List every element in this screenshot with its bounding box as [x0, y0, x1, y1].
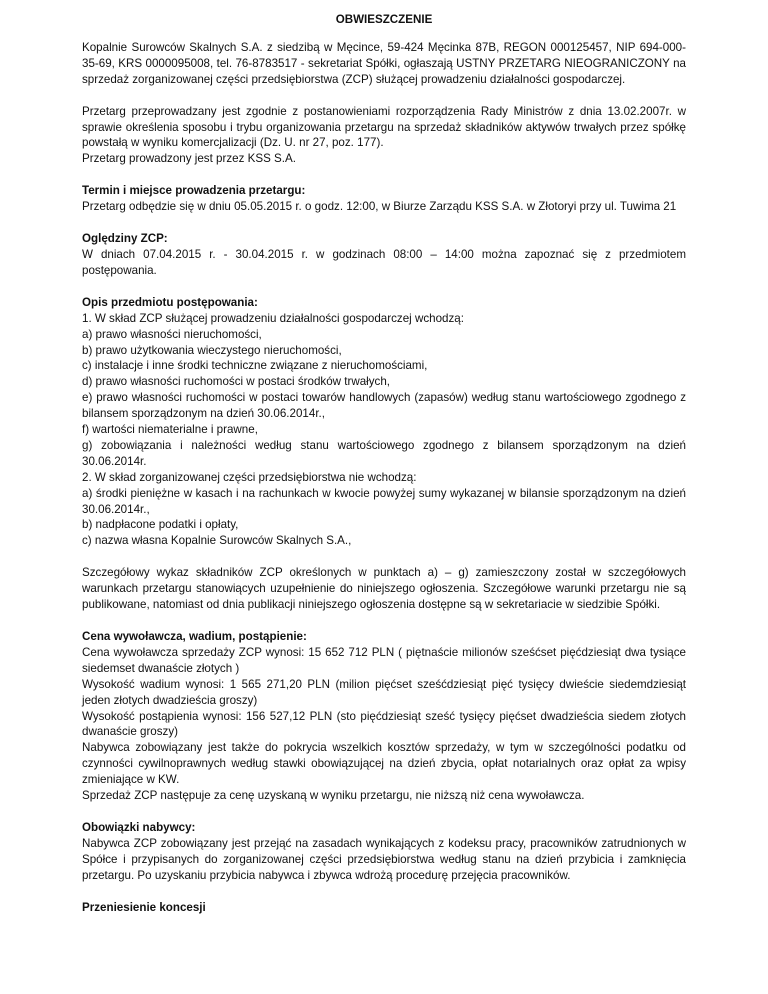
price-section — [82, 629, 686, 804]
subject-list-item: c) nazwa własna Kopalnie Surowców Skalnych S.A., — [82, 534, 352, 548]
price-line: Wysokość postąpienia wynosi: 156 527,12 PLN (sto pięćdziesiąt sześć tysięcy pięćset dwadzieścia siedem złotych dwanaście groszy) — [82, 709, 686, 739]
subject-list-item: 1. W skład ZCP służącej prowadzeniu działalności gospodarczej wchodzą: — [82, 311, 464, 325]
legal-basis-section — [82, 104, 686, 168]
subject-list-item: f) wartości niematerialne i prawne, — [82, 423, 258, 437]
subject-list-item: a) środki pieniężne w kasach i na rachunkach w kwocie powyżej sumy wykazanej w bilansie sporządzonym na dzień 30.06.2014r., — [82, 486, 686, 516]
price-line: Wysokość wadium wynosi: 1 565 271,20 PLN (milion pięćset sześćdziesiąt pięć tysięcy dwieście siedemdziesiąt jeden złotych dwadzieścia groszy) — [82, 677, 686, 707]
subject-section — [82, 295, 686, 550]
price-line: Nabywca zobowiązany jest także do pokrycia wszelkich kosztów sprzedaży, w tym w szczególności podatku od czynności cywilnoprawnych według stawki obowiązującej na dzień zbycia, opłat notarialnych oraz opłat za wpisy zmieniające w KW. — [82, 741, 686, 787]
legal-conductor-line: Przetarg prowadzony jest przez KSS S.A. — [82, 152, 296, 166]
price-line: Sprzedaż ZCP następuje za cenę uzyskaną w wyniku przetargu, nie niższą niż cena wywoławcza. — [82, 789, 585, 803]
term-heading: Termin i miejsce prowadzenia przetargu: — [82, 184, 306, 198]
subject-list-item: d) prawo własności ruchomości w postaci środków trwałych, — [82, 375, 390, 389]
subject-list-item: a) prawo własności nieruchomości, — [82, 327, 262, 341]
details-paragraph: Szczegółowy wykaz składników ZCP określonych w punktach a) – g) zamieszczony został w szczegółowych warunkach przetargu stanowiących uzupełnienie do niniejszego ogłoszenia. Szczegółowe warunki przetargu nie są publikowane, natomiast od dnia publikacji niniejszego ogłoszenia dostępne są w sekretariacie w siedzibie Spółki. — [82, 566, 686, 612]
details-section — [82, 565, 686, 613]
document-page — [82, 12, 686, 932]
subject-list-item: c) instalacje i inne środki techniczne związane z nieruchomościami, — [82, 359, 428, 373]
term-paragraph: Przetarg odbędzie się w dniu 05.05.2015 r. o godz. 12:00, w Biurze Zarządu KSS S.A. w Złotoryi przy ul. Tuwima 21 — [82, 200, 677, 214]
legal-basis-paragraph: Przetarg przeprowadzany jest zgodnie z postanowieniami rozporządzenia Rady Ministrów z dnia 13.02.2007r. w sprawie określenia sposobu i trybu organizowania przetargu na sprzedaż składników aktywów trwałych przez spółkę powstałą w wyniku komercjalizacji (Dz. U. nr 27, poz. 177). — [82, 104, 686, 150]
price-line: Cena wywoławcza sprzedaży ZCP wynosi: 15 652 712 PLN ( piętnaście milionów sześćset pięćdziesiąt dwa tysiące siedemset dwanaście złotych ) — [82, 645, 686, 675]
subject-list-item: b) nadpłacone podatki i opłaty, — [82, 518, 239, 532]
document-title: OBWIESZCZENIE — [335, 13, 433, 26]
obligations-heading: Obowiązki nabywcy: — [82, 820, 196, 834]
subject-list-item: g) zobowiązania i należności według stanu wartościowego zgodnego z bilansem sporządzonym na dzień 30.06.2014r. — [82, 438, 686, 468]
intro-section — [82, 40, 686, 88]
obligations-section — [82, 820, 686, 884]
inspection-paragraph: W dniach 07.04.2015 r. - 30.04.2015 r. w godzinach 08:00 – 14:00 można zapoznać się z przedmiotem postępowania. — [82, 247, 686, 277]
obligations-paragraph: Nabywca ZCP zobowiązany jest przejąć na zasadach wynikających z kodeksu pracy, pracowników zatrudnionych w Spółce i przypisanych do zorganizowanej części przedsiębiorstwa według stanu na dzień przybicia i zamknięcia przetargu. Po uzyskaniu przybicia nabywca i zbywca wdrożą procedurę przejęcia pracowników. — [82, 836, 686, 882]
subject-list-item: e) prawo własności ruchomości w postaci towarów handlowych (zapasów) według stanu wartościowego zgodnego z bilansem sporządzonym na dzień 30.06.2014r., — [82, 391, 686, 421]
subject-list-item: b) prawo użytkowania wieczystego nieruchomości, — [82, 343, 342, 357]
intro-paragraph: Kopalnie Surowców Skalnych S.A. z siedzibą w Męcince, 59-424 Męcinka 87B, REGON 000125457, NIP 694-000-35-69, KRS 0000095008, tel. 76-8783517 - sekretariat Spółki, ogłaszają USTNY PRZETARG NIEOGRANICZONY na sprzedaż zorganizowanej części przedsiębiorstwa (ZCP) służącej prowadzeniu działalności gospodarczej. — [82, 40, 686, 86]
concession-heading: Przeniesienie koncesji — [82, 900, 206, 914]
inspection-heading: Oględziny ZCP: — [82, 232, 168, 246]
concession-section — [82, 900, 686, 916]
inspection-section — [82, 231, 686, 279]
subject-list-item: 2. W skład zorganizowanej części przedsiębiorstwa nie wchodzą: — [82, 470, 417, 484]
term-section — [82, 183, 686, 215]
price-heading: Cena wywoławcza, wadium, postąpienie: — [82, 630, 307, 643]
subject-heading: Opis przedmiotu postępowania: — [82, 295, 258, 309]
